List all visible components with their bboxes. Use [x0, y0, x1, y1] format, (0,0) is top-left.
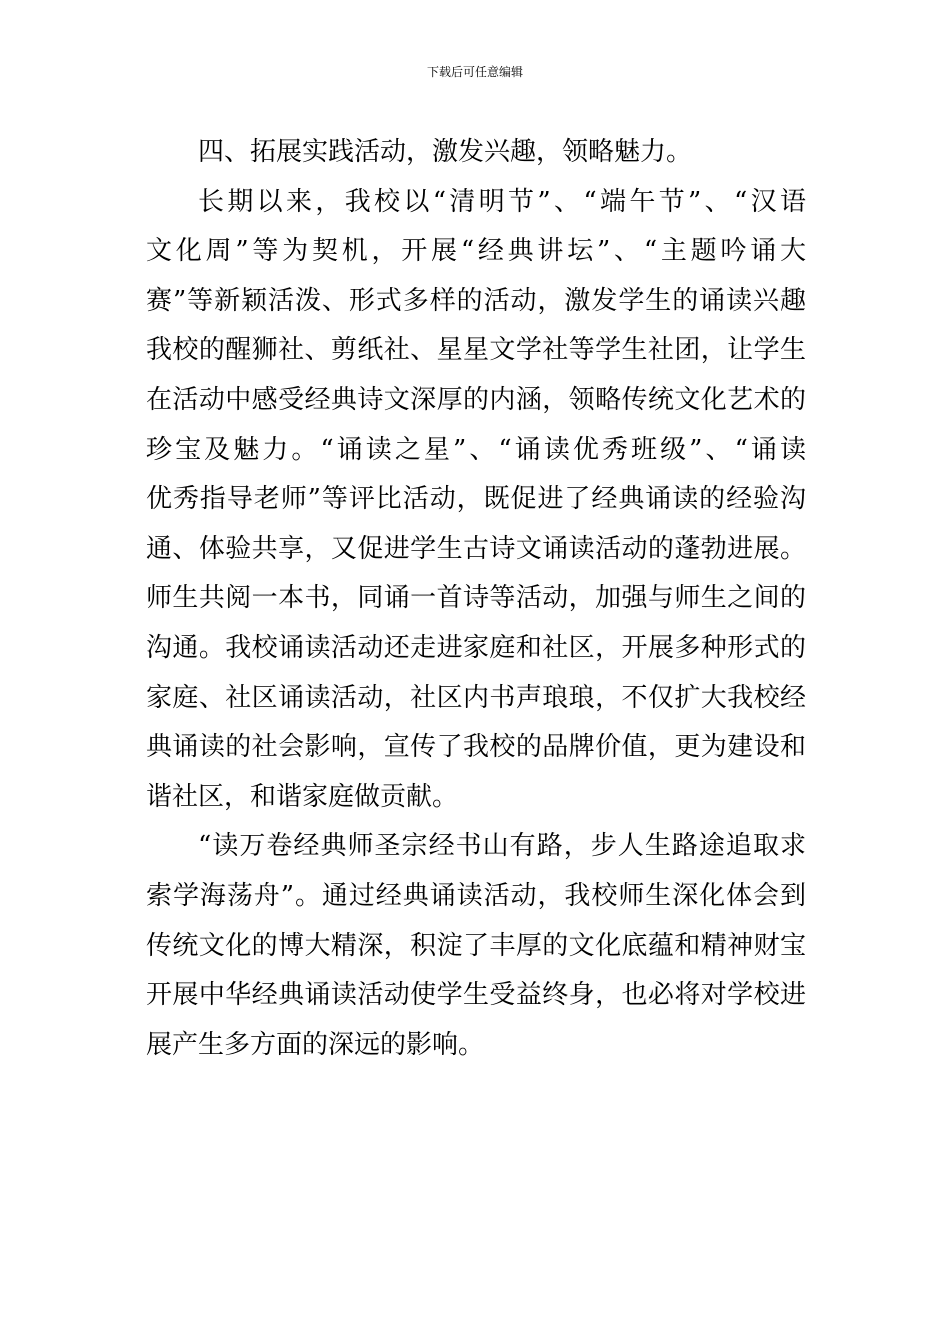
paragraph-line: 在活动中感受经典诗文深厚的内涵，领略传统文化艺术的	[146, 384, 806, 415]
document-body	[146, 128, 806, 1070]
paragraph-line: 文化周”等为契机，开展“经典讲坛”、“主题吟诵大	[146, 236, 806, 267]
paragraph-line: 我校的醒狮社、剪纸社、星星文学社等学生社团，让学生	[146, 335, 806, 366]
paragraph-line: 传统文化的博大精深，积淀了丰厚的文化底蕴和精神财宝	[146, 930, 806, 961]
paragraph-line: 开展中华经典诵读活动使学生受益终身，也必将对学校进	[146, 980, 806, 1011]
paragraph-line: 师生共阅一本书，同诵一首诗等活动，加强与师生之间的	[146, 583, 806, 614]
paragraph-line: 珍宝及魅力。“诵读之星”、“诵读优秀班级”、“诵读	[146, 434, 806, 465]
paragraph-line: 谐社区，和谐家庭做贡献。	[146, 781, 459, 812]
paragraph-line: 家庭、社区诵读活动，社区内书声琅琅，不仅扩大我校经	[146, 682, 806, 713]
section-heading: 四、拓展实践活动，激发兴趣，领略魅力。	[198, 137, 693, 167]
paragraph-line: “读万卷经典师圣宗经书山有路，步人生路途追取求	[198, 831, 806, 862]
paragraph-line: 赛”等新颖活泼、形式多样的活动，激发学生的诵读兴趣	[146, 285, 806, 316]
paragraph-line: 长期以来，我校以“清明节”、“端午节”、“汉语	[198, 186, 806, 217]
paragraph-line: 典诵读的社会影响，宣传了我校的品牌价值，更为建设和	[146, 732, 806, 763]
paragraph-line: 优秀指导老师”等评比活动，既促进了经典诵读的经验沟	[146, 484, 806, 515]
paragraph-line: 通、体验共享，又促进学生古诗文诵读活动的蓬勃进展。	[146, 533, 806, 564]
paragraph-line: 沟通。我校诵读活动还走进家庭和社区，开展多种形式的	[146, 632, 806, 663]
paragraph-line: 索学海荡舟”。通过经典诵读活动，我校师生深化体会到	[146, 880, 806, 911]
page-header-note: 下载后可任意编辑	[426, 65, 523, 79]
paragraph-line: 展产生多方面的深远的影响。	[146, 1029, 485, 1060]
